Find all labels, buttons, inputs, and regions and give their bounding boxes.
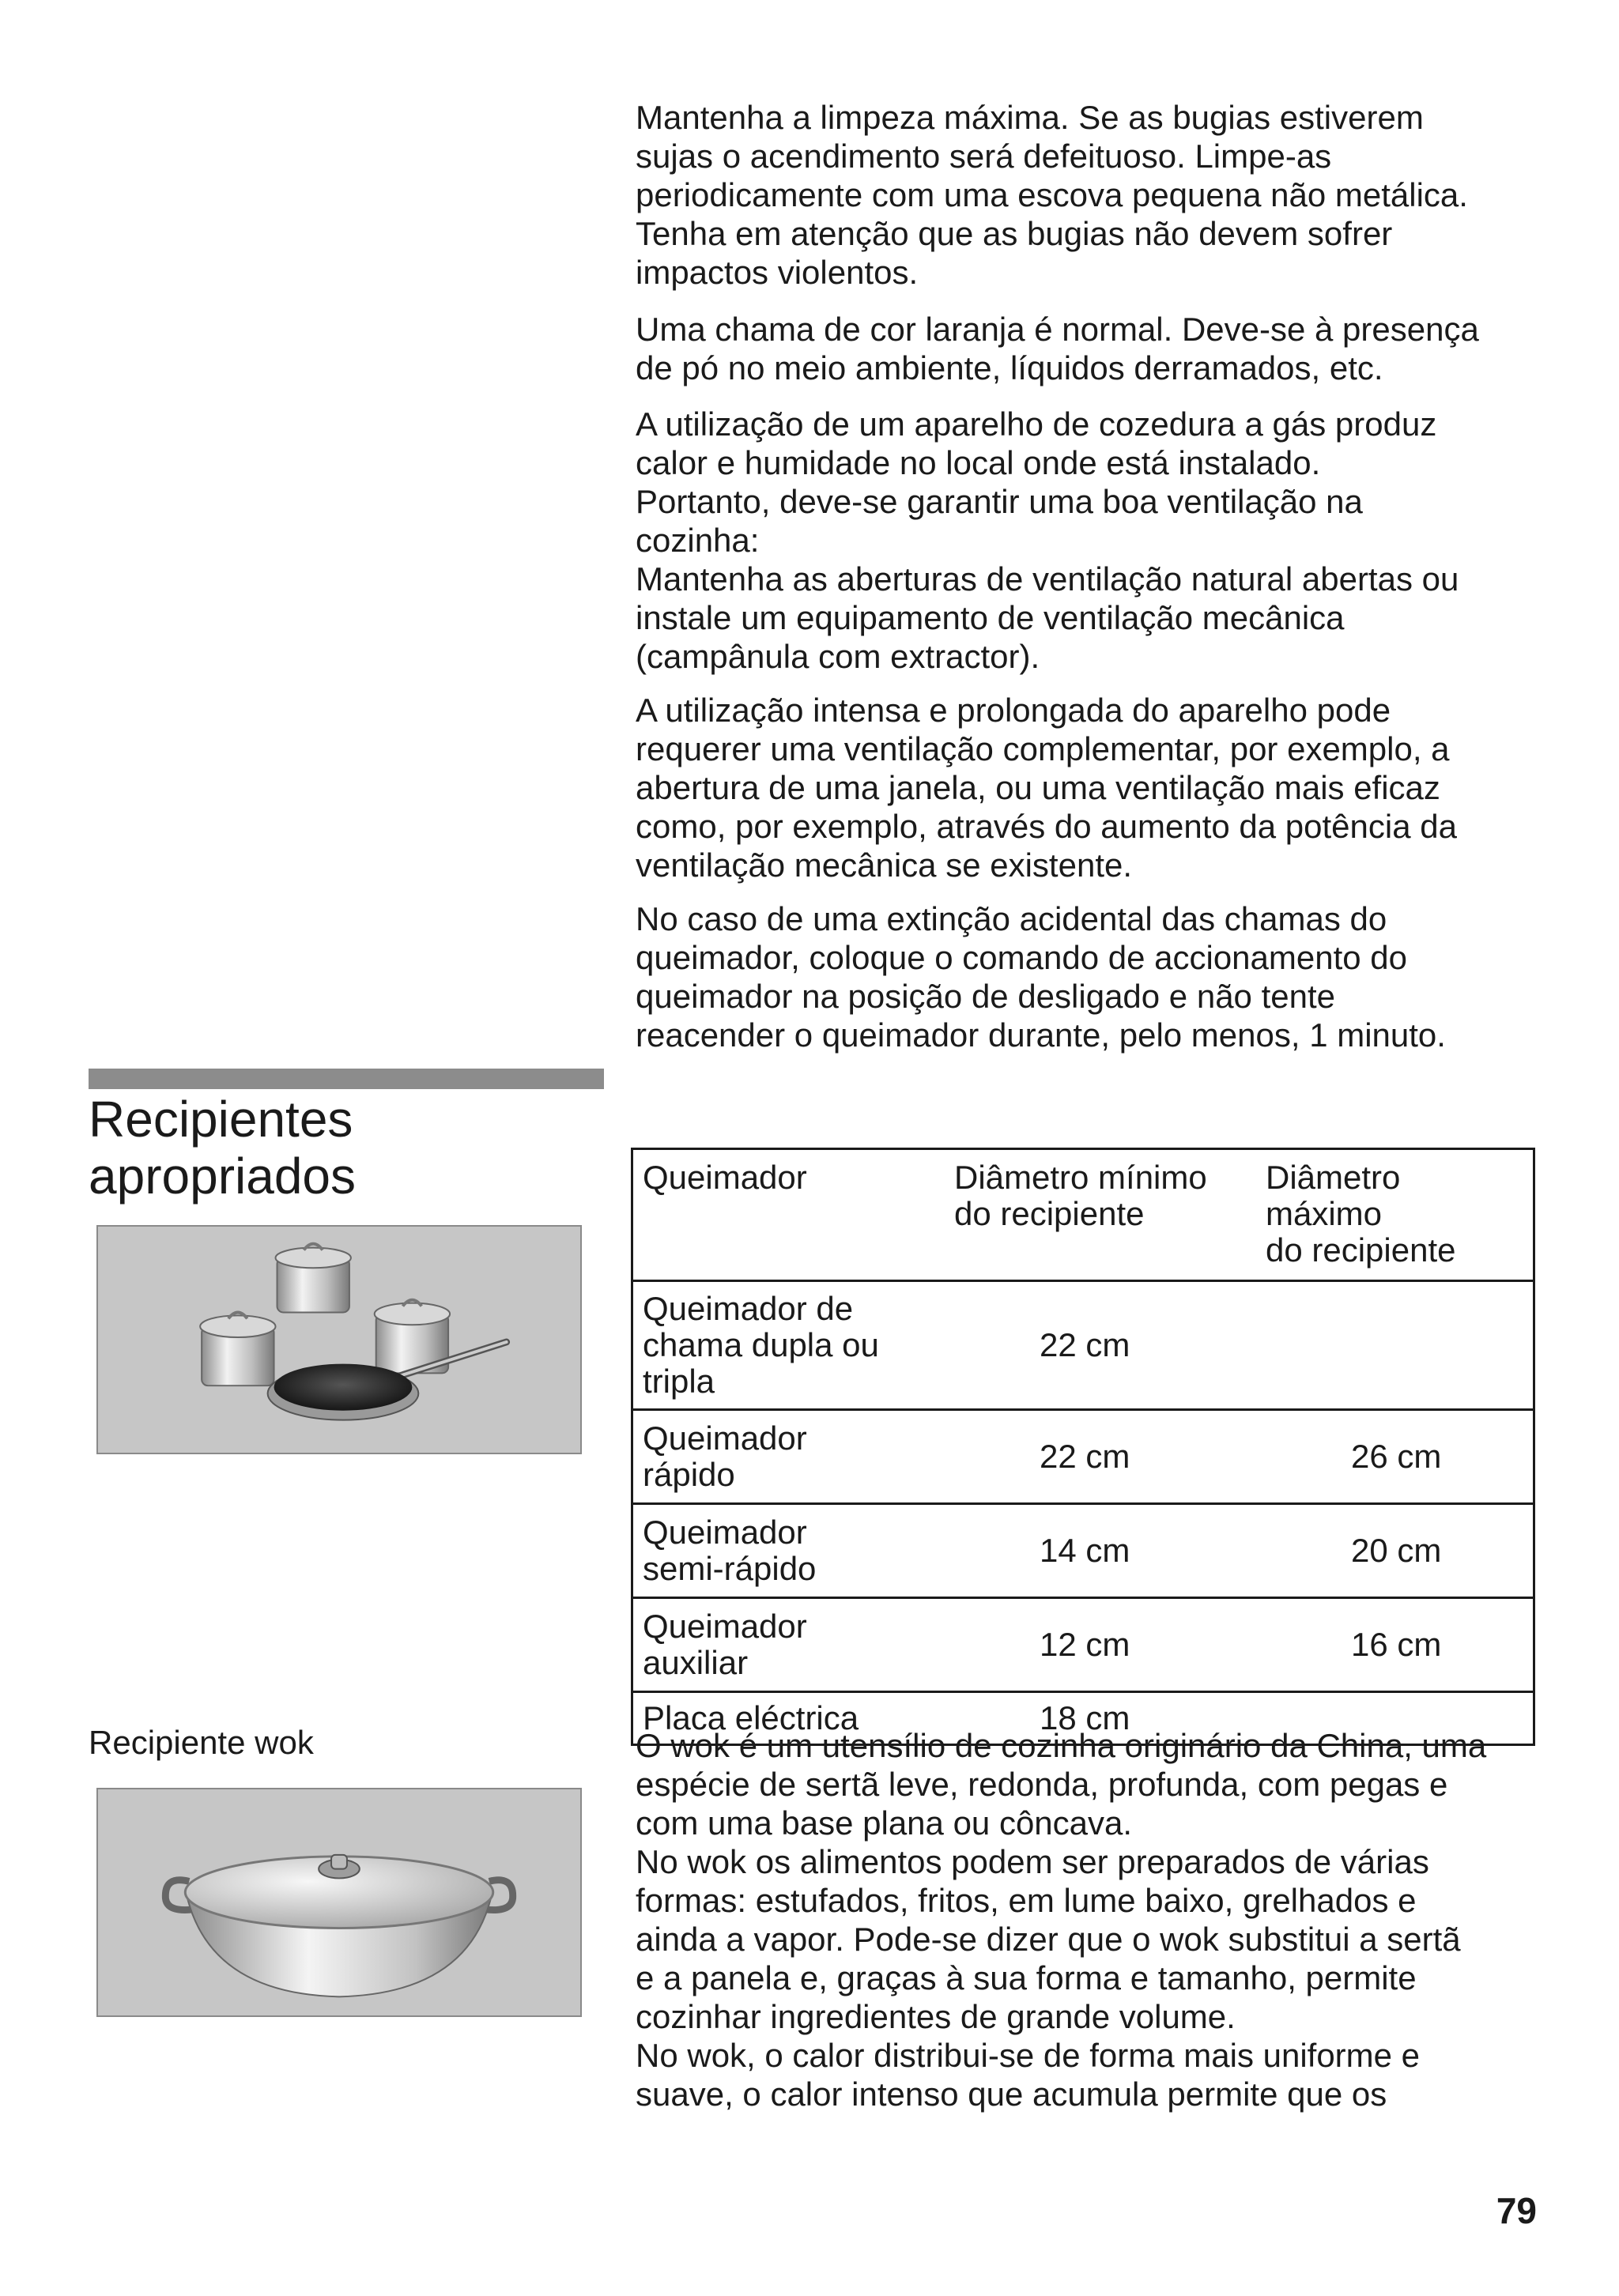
min-diameter-cell: 22 cm [945, 1281, 1256, 1410]
table-row [632, 1410, 1534, 1504]
min-diameter-cell: 12 cm [945, 1598, 1256, 1692]
page-number: 79 [1496, 2190, 1537, 2231]
table-row [632, 1281, 1534, 1410]
burner-name-cell: Placa eléctrica [632, 1692, 945, 1745]
min-diameter-cell: 14 cm [945, 1504, 1256, 1598]
paragraph-extra-ventilation: A utilização intensa e prolongada do aparelho pode requerer uma ventilação complementar, por exemplo, a abertura de uma janela, ou uma ventilação mais eficaz como, por exemplo, através do aumento da potência da ventilação mecânica se existente. [636, 692, 1457, 884]
max-diameter-cell [1256, 1281, 1534, 1410]
max-diameter-cell: 16 cm [1256, 1598, 1534, 1692]
burner-name-cell: Queimador rápido [632, 1410, 945, 1504]
paragraph-ventilation: A utilização de um aparelho de cozedura a gás produz calor e humidade no local onde está instalado. Portanto, deve-se garantir uma boa ventilação na cozinha: Mantenha as aberturas de ventilação natural abertas ou instale um equipamento de ventilação mecânica (campânula com extractor). [636, 405, 1459, 675]
section-divider-bar [89, 1069, 604, 1089]
burner-name-cell: Queimador de chama dupla ou tripla [632, 1281, 945, 1410]
wok-illustration [96, 1788, 582, 2017]
burner-name-cell: Queimador semi-rápido [632, 1504, 945, 1598]
header-max-diameter: Diâmetro máximo do recipiente [1256, 1149, 1534, 1281]
header-burner: Queimador [632, 1149, 945, 1281]
table-row [632, 1504, 1534, 1598]
table-row [632, 1598, 1534, 1692]
min-diameter-cell: 22 cm [945, 1410, 1256, 1504]
paragraph-spark-plugs: Mantenha a limpeza máxima. Se as bugias estiverem sujas o acendimento será defeituoso. Limpe-as periodicamente com uma escova pequena não metálica. Tenha em atenção que as bugias não devem sofrer impactos violentos. [636, 99, 1468, 291]
header-min-diameter: Diâmetro mínimo do recipiente [945, 1149, 1256, 1281]
wok-caption: Recipiente wok [89, 1724, 314, 1761]
table-header-row [632, 1149, 1534, 1281]
min-diameter-cell: 18 cm [945, 1692, 1256, 1745]
paragraph-flame-extinction: No caso de uma extinção acidental das chamas do queimador, coloque o comando de accionamento do queimador na posição de desligado e não tente reacender o queimador durante, pelo menos, 1 minuto. [636, 900, 1446, 1054]
burner-name-cell: Queimador auxiliar [632, 1598, 945, 1692]
max-diameter-cell: 20 cm [1256, 1504, 1534, 1598]
cookware-set-illustration [96, 1225, 582, 1454]
paragraph-wok-description: O wok é um utensílio de cozinha originário da China, uma espécie de sertã leve, redonda, profunda, com pegas e com uma base plana ou côncava. No wok os alimentos podem ser preparados de várias formas: estufados, fritos, em lume baixo, grelhados e ainda a vapor. Pode-se dizer que o wok substitui a sertã e a panela e, graças à sua forma e tamanho, permite cozinhar ingredientes de grande volume. No wok, o calor distribui-se de forma mais uniforme e suave, o calor intenso que acumula permite que os [636, 1727, 1487, 2113]
burner-diameter-table [631, 1148, 1535, 1746]
paragraph-orange-flame: Uma chama de cor laranja é normal. Deve-se à presença de pó no meio ambiente, líquidos derramados, etc. [636, 311, 1479, 386]
max-diameter-cell: 26 cm [1256, 1410, 1534, 1504]
section-heading: Recipientes apropriados [89, 1091, 356, 1205]
